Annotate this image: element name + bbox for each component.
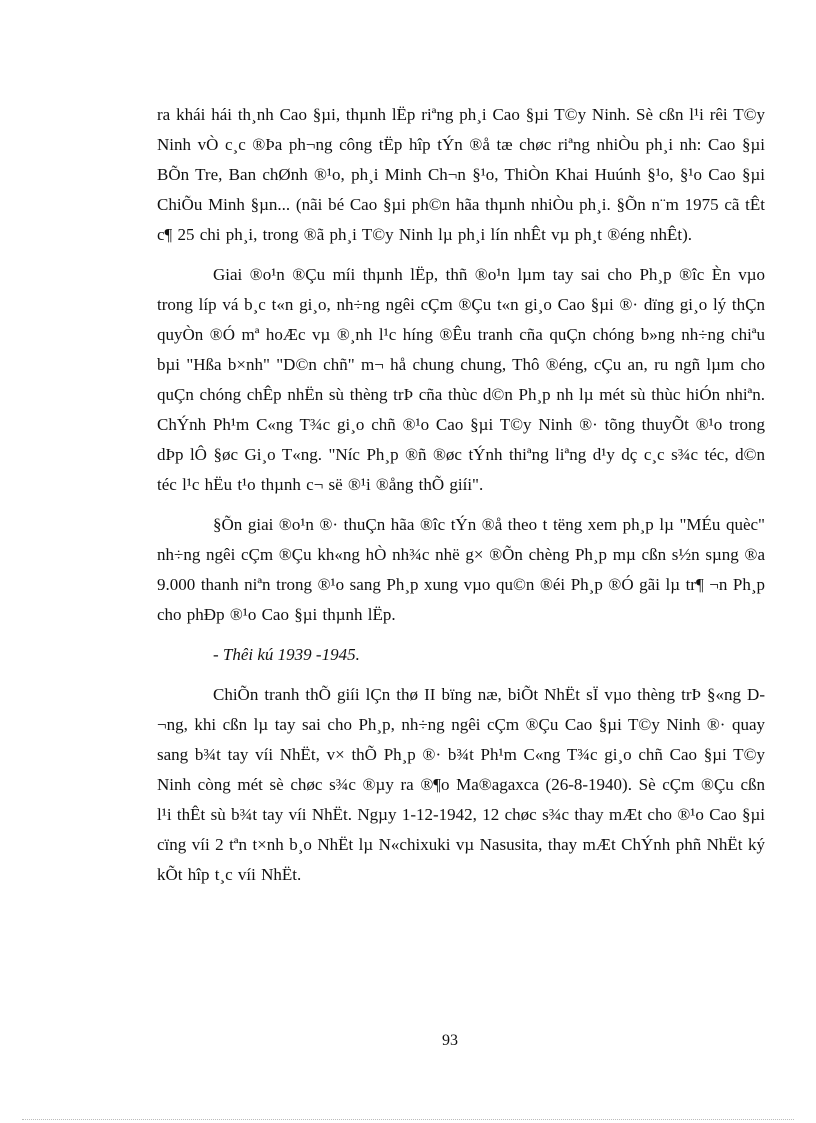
footer-divider xyxy=(22,1119,794,1120)
page-number: 93 xyxy=(442,1032,458,1049)
paragraph-2: Giai ®o¹n ®Çu míi thµnh lËp, thñ ®o¹n lµm tay sai cho Ph¸p ®îc Èn vµo trong líp vá b¸c t«n gi¸o, nh÷ng ngêi cÇm ®Çu t«n gi¸o Cao §µi ®· dïng gi¸o lý thÇn quyÒn ®Ó mª hoÆc vµ ®¸nh l¹c híng ®Êu tranh cña quÇn chóng b»ng nh÷ng chiªu bµi "Hßa b×nh" "D©n chñ" m¬ hå chung chung, Thô ®éng, cÇu an, ru ngñ lµm cho quÇn chóng chÊp nhËn sù thèng trÞ cña thùc d©n Ph¸p nh lµ mét sù thùc hiÓn nhiªn. ChÝnh Ph¹m C«ng T¾c gi¸o chñ ®¹o Cao §µi T©y Ninh ®· tõng thuyÕt ®¹o trong dÞp lÔ §øc Gi¸o T«ng. "Níc Ph¸p ®ñ ®øc tÝnh thiªng liªng d¹y dç c¸c s¾c téc, d©n téc l¹c hËu t¹o thµnh c¬ së ®¹i ®ång thÕ giíi". xyxy=(157,265,765,494)
paragraph-1: ra khái hái th¸nh Cao §µi, thµnh lËp riªng ph¸i Cao §µi T©y Ninh. Sè cßn l¹i rêi T©y Ninh vÒ c¸c ®Þa ph¬ng công tËp hîp tÝn ®å tæ chøc riªng nhiÒu ph¸i nh: Cao §µi BÕn Tre, Ban chØnh ®¹o, ph¸i Minh Ch¬n §¹o, ThiÒn Khai Huúnh §¹o, §¹o Cao §µi ChiÕu Minh §µn... (nãi bé Cao §µi ph©n hãa thµnh nhiÒu ph¸i. §Õn n¨m 1975 cã tÊt c¶ 25 chi ph¸i, trong ®ã ph¸i T©y Ninh lµ ph¸i lín nhÊt vµ ph¸t ®éng nhÊt). xyxy=(157,105,765,244)
paragraph-3: §Õn giai ®o¹n ®· thuÇn hãa ®îc tÝn ®å theo t tëng xem ph¸p lµ "MÉu quèc" nh÷ng ngêi cÇm ®Çu kh«ng hÒ nh¾c nhë g× ®Õn chèng Ph¸p mµ cßn s½n sµng ®a 9.000 thanh niªn trong ®¹o sang Ph¸p xung vµo qu©n ®éi Ph¸p ®Ó gãi lµ tr¶ ¬n Ph¸p cho phÐp ®¹o Cao §µi thµnh lËp. xyxy=(157,515,765,624)
section-heading: - Thêi kú 1939 -1945. xyxy=(213,645,360,664)
body-text xyxy=(157,100,765,900)
paragraph-4: ChiÕn tranh thÕ giíi lÇn thø II bïng næ, biÕt NhËt sÏ vµo thèng trÞ §«ng D¬ng, khi cßn lµ tay sai cho Ph¸p, nh÷ng ngêi cÇm ®Çu Cao §µi T©y Ninh ®· quay sang b¾t tay víi NhËt, v× thÕ Ph¸p ®· b¾t Ph¹m C«ng T¾c gi¸o chñ Cao §µi T©y Ninh còng mét sè chøc s¾c ®µy ra ®¶o Ma®agaxca (26-8-1940). Sè cÇm ®Çu cßn l¹i thÊt sù b¾t tay víi NhËt. Ngµy 1-12-1942, 12 chøc s¾c thay mÆt cho ®¹o Cao §µi cïng víi 2 tªn t×nh b¸o NhËt lµ N«chixuki vµ Nasusita, thay mÆt ChÝnh phñ NhËt ký kÕt hîp t¸c víi NhËt. xyxy=(157,685,765,884)
